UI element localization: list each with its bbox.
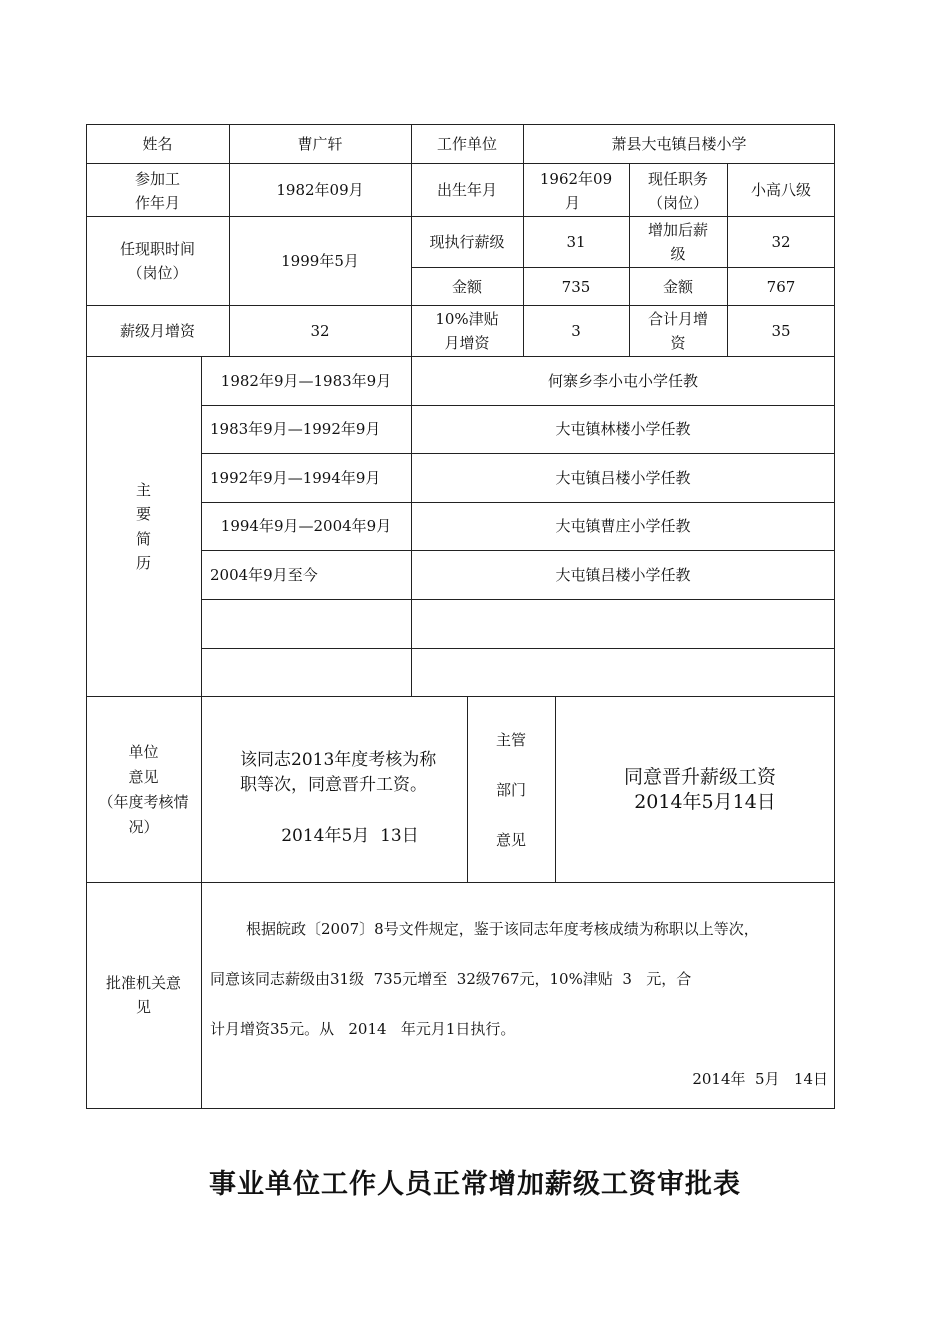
resume-label-char: 主 — [135, 481, 151, 499]
row-divider — [86, 305, 835, 306]
tenure-label-1: 任现职时间 — [119, 240, 195, 258]
approval-label-2: 见 — [135, 998, 151, 1016]
row-divider — [201, 453, 835, 454]
unit-opinion-label: 单位 — [128, 743, 159, 761]
monthly-increase-value: 32 — [310, 322, 330, 340]
allowance-label-1: 10%津贴 — [435, 310, 499, 328]
total-value: 35 — [771, 322, 791, 340]
current-grade-label: 现执行薪级 — [429, 233, 505, 251]
resume-detail: 何寨乡李小屯小学任教 — [547, 372, 698, 390]
total-label-1: 合计月增 — [647, 310, 708, 328]
resume-detail: 大屯镇林楼小学任教 — [555, 420, 691, 438]
resume-detail: 大屯镇吕楼小学任教 — [555, 566, 691, 584]
row-divider — [201, 648, 835, 649]
monthly-increase-label: 薪级月增资 — [119, 322, 195, 340]
work-unit-label: 工作单位 — [436, 135, 497, 153]
work-start-value: 1982年09月 — [276, 181, 364, 199]
birth-value-2: 月 — [565, 194, 581, 212]
allowance-value: 3 — [571, 322, 581, 340]
new-amount-label: 金额 — [662, 278, 693, 296]
resume-label-char: 简 — [135, 530, 151, 548]
amount-label: 金额 — [451, 278, 482, 296]
row-divider — [411, 267, 835, 268]
approval-text-line: 根据皖政〔2007〕8号文件规定，鉴于该同志年度考核成绩为称职以上等次， — [246, 920, 759, 938]
approval-label-1: 批准机关意 — [105, 974, 181, 992]
resume-detail: 大屯镇曹庄小学任教 — [555, 517, 691, 535]
dept-opinion-label: 部门 — [495, 781, 526, 799]
row-divider — [86, 163, 835, 164]
row-divider — [201, 550, 835, 551]
approval-date: 2014年 5月 14日 — [692, 1070, 828, 1088]
resume-label-char: 历 — [135, 554, 151, 572]
position-value: 小高八级 — [750, 181, 811, 199]
current-amount: 735 — [561, 278, 591, 296]
new-grade-label-1: 增加后薪 — [647, 221, 708, 239]
birth-label: 出生年月 — [436, 181, 497, 199]
unit-opinion-label: （年度考核情 — [98, 793, 189, 811]
tenure-value: 1999年5月 — [281, 252, 359, 270]
new-grade-value: 32 — [771, 233, 791, 251]
resume-period: 1992年9月—1994年9月 — [210, 469, 381, 487]
work-unit-value: 萧县大屯镇吕楼小学 — [611, 135, 747, 153]
dept-opinion-label: 意见 — [495, 831, 526, 849]
work-start-label-2: 作年月 — [134, 194, 180, 212]
row-divider — [201, 599, 835, 600]
column-divider — [201, 356, 202, 1109]
dept-opinion-date: 2014年5月14日 — [634, 791, 776, 813]
current-grade-value: 31 — [566, 233, 586, 251]
row-divider — [86, 696, 835, 697]
resume-detail: 大屯镇吕楼小学任教 — [555, 469, 691, 487]
name-label: 姓名 — [142, 135, 173, 153]
resume-period: 1994年9月—2004年9月 — [220, 517, 392, 535]
dept-opinion-label: 主管 — [495, 731, 526, 749]
resume-period: 1983年9月—1992年9月 — [210, 420, 381, 438]
name-value: 曹广轩 — [297, 135, 343, 153]
work-start-label-1: 参加工 — [134, 170, 180, 188]
column-divider — [411, 124, 412, 696]
unit-opinion-label: 意见 — [128, 768, 159, 786]
birth-value-1: 1962年09 — [539, 170, 613, 188]
unit-opinion-label: 况） — [128, 818, 159, 836]
column-divider — [555, 696, 556, 882]
tenure-label-2: （岗位） — [127, 264, 188, 282]
row-divider — [201, 405, 835, 406]
row-divider — [86, 356, 835, 357]
new-amount: 767 — [766, 278, 796, 296]
allowance-label-2: 月增资 — [444, 334, 490, 352]
row-divider — [201, 502, 835, 503]
position-label-1: 现任职务 — [647, 170, 708, 188]
dept-opinion-text: 同意晋升薪级工资 — [623, 766, 776, 788]
row-divider — [86, 216, 835, 217]
resume-period: 1982年9月—1983年9月 — [220, 372, 392, 390]
row-divider — [86, 882, 835, 883]
approval-text-line: 同意该同志薪级由31级 735元增至 32级767元，10%津贴 3 元，合 — [210, 970, 692, 988]
unit-opinion-date: 2014年5月 13日 — [281, 826, 419, 846]
approval-text-line: 计月增资35元。从 2014 年元月1日执行。 — [210, 1020, 516, 1038]
resume-label-char: 要 — [135, 505, 151, 523]
total-label-2: 资 — [670, 334, 686, 352]
page-title: 事业单位工作人员正常增加薪级工资审批表 — [209, 1169, 741, 1200]
unit-opinion-text: 该同志2013年度考核为称 — [240, 750, 437, 770]
resume-period: 2004年9月至今 — [210, 566, 318, 584]
new-grade-label-2: 级 — [670, 245, 686, 263]
unit-opinion-text: 职等次，同意晋升工资。 — [240, 775, 427, 795]
position-label-2: （岗位） — [647, 194, 708, 212]
